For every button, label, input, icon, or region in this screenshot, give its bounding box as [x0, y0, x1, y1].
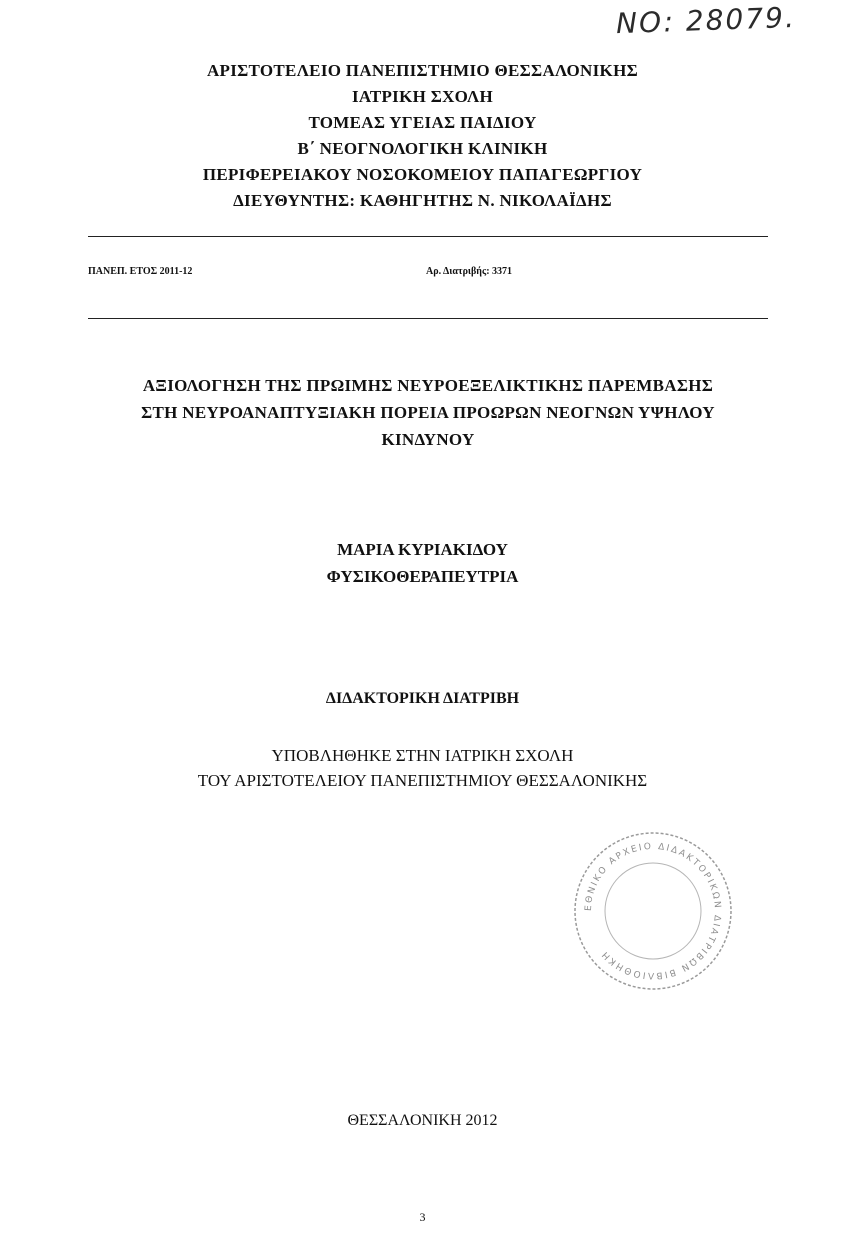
thesis-title	[90, 372, 766, 453]
header-line: ΔΙΕΥΘΥΝΤΗΣ: ΚΑΘΗΓΗΤΗΣ Ν. ΝΙΚΟΛΑΪΔΗΣ	[233, 191, 612, 210]
page-number: 3	[419, 1210, 426, 1224]
header-line: ΤΟΜΕΑΣ ΥΓΕΙΑΣ ΠΑΙΔΙΟΥ	[308, 113, 537, 132]
academic-year: ΠΑΝΕΠ. ΕΤΟΣ 2011-12	[88, 266, 193, 277]
stamp-text: ΕΘΝΙΚΟ ΑΡΧΕΙΟ ΔΙΔΑΚΤΟΡΙΚΩΝ ΔΙΑΤΡΙΒΩΝ ΒΙΒΛΙΟΘΗΚΗ	[583, 841, 723, 981]
title-line: ΚΙΝΔΥΝΟΥ	[381, 430, 475, 449]
header-line: ΑΡΙΣΤΟΤΕΛΕΙΟ ΠΑΝΕΠΙΣΤΗΜΙΟ ΘΕΣΣΑΛΟΝΙΚΗΣ	[206, 61, 639, 80]
bottom-divider	[88, 318, 768, 319]
handwritten-note: NO: 28079.	[615, 0, 797, 41]
submission-statement	[0, 743, 845, 793]
thesis-number: Αρ. Διατριβής: 3371	[426, 266, 513, 277]
submission-line: ΤΟΥ ΑΡΙΣΤΟΤΕΛΕΙΟΥ ΠΑΝΕΠΙΣΤΗΜΙΟΥ ΘΕΣΣΑΛΟΝΙΚΗΣ	[197, 771, 648, 790]
top-divider	[88, 236, 768, 237]
header-line: ΠΕΡΙΦΕΡΕΙΑΚΟΥ ΝΟΣΟΚΟΜΕΙΟΥ ΠΑΠΑΓΕΩΡΓΙΟΥ	[202, 165, 643, 184]
library-stamp-icon	[568, 826, 738, 996]
title-line: ΣΤΗ ΝΕΥΡΟΑΝΑΠΤΥΞΙΑΚΗ ΠΟΡΕΙΑ ΠΡΟΩΡΩΝ ΝΕΟΓΝΩΝ ΥΨΗΛΟΥ	[141, 403, 715, 422]
title-line: ΑΞΙΟΛΟΓΗΣΗ ΤΗΣ ΠΡΩΙΜΗΣ ΝΕΥΡΟΕΞΕΛΙΚΤΙΚΗΣ ΠΑΡΕΜΒΑΣΗΣ	[142, 376, 714, 395]
author-block	[0, 536, 845, 590]
document-type: ΔΙΔΑΚΤΟΡΙΚΗ ΔΙΑΤΡΙΒΗ	[325, 690, 520, 707]
header-line: Β΄ ΝΕΟΓΝΟΛΟΓΙΚΗ ΚΛΙΝΙΚΗ	[297, 139, 548, 158]
institution-header	[0, 58, 845, 214]
header-line: ΙΑΤΡΙΚΗ ΣΧΟΛΗ	[352, 87, 493, 106]
author-name: ΜΑΡΙΑ ΚΥΡΙΑΚΙΔΟΥ	[337, 540, 508, 559]
author-profession: ΦΥΣΙΚΟΘΕΡΑΠΕΥΤΡΙΑ	[326, 567, 519, 586]
place-year: ΘΕΣΣΑΛΟΝΙΚΗ 2012	[347, 1112, 498, 1129]
submission-line: ΥΠΟΒΛΗΘΗΚΕ ΣΤΗΝ ΙΑΤΡΙΚΗ ΣΧΟΛΗ	[271, 746, 574, 765]
